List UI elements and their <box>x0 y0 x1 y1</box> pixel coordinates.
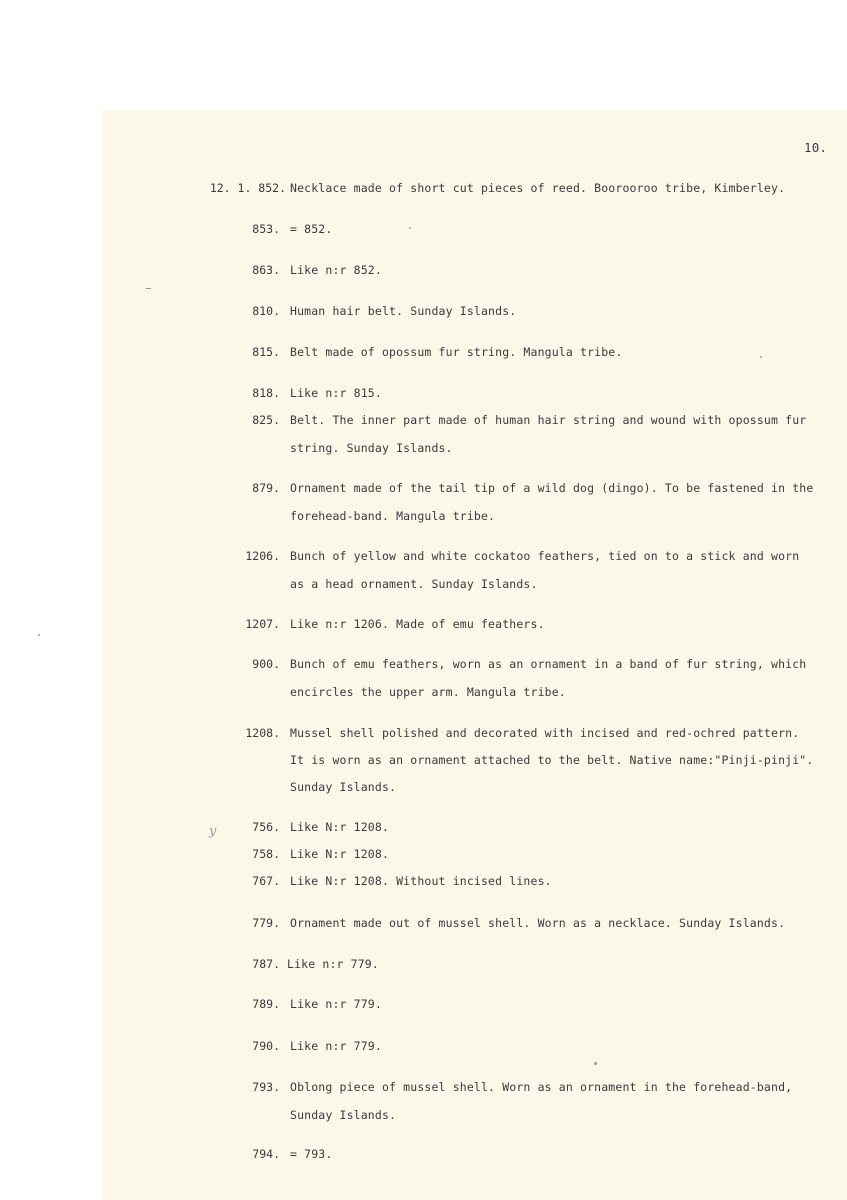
entry-number: 794. <box>252 1147 280 1161</box>
entry-number: 756. <box>252 820 280 834</box>
entry-text: Mussel shell polished and decorated with incised and red-ochred pattern. <box>290 726 800 740</box>
entry-text: Like N:r 1208. <box>290 820 390 834</box>
entry-text: = 852. <box>290 222 333 236</box>
entry-text: Sunday Islands. <box>290 780 397 794</box>
entry-text: Oblong piece of mussel shell. Worn as an ornament in the forehead-band, <box>290 1080 793 1094</box>
entry-number: 825. <box>252 413 280 427</box>
entry-number: 1208. <box>245 726 280 740</box>
entry-text: encircles the upper arm. Mangula tribe. <box>290 685 566 699</box>
entry-text: Belt made of opossum fur string. Mangula tribe. <box>290 345 623 359</box>
entry-number: 879. <box>252 481 280 495</box>
entry-number: 787. <box>252 957 280 971</box>
entry-text: = 793. <box>290 1147 333 1161</box>
paper-speck <box>594 1062 597 1065</box>
entry-text: Like n:r 779. <box>287 957 379 971</box>
entry-text: Like n:r 779. <box>290 997 382 1011</box>
entry-number: 818. <box>252 386 280 400</box>
entry-number: 793. <box>252 1080 280 1094</box>
entry-text: It is worn as an ornament attached to the belt. Native name:"Pinji-pinji". <box>290 753 814 767</box>
entry-number: 758. <box>252 847 280 861</box>
entry-text: Like n:r 852. <box>290 263 382 277</box>
entry-text: Necklace made of short cut pieces of reed. Boorooroo tribe, Kimberley. <box>290 181 786 195</box>
paper-speck <box>146 288 151 289</box>
entry-number: 1207. <box>245 617 280 631</box>
entry-number: 790. <box>252 1039 280 1053</box>
entry-text: Ornament made of the tail tip of a wild dog (dingo). To be fastened in the <box>290 481 814 495</box>
entry-number: 810. <box>252 304 280 318</box>
entry-number: 12. 1. 852. <box>209 181 286 195</box>
entry-text: forehead-band. Mangula tribe. <box>290 509 496 523</box>
entry-number: 853. <box>252 222 280 236</box>
entry-number: 1206. <box>245 549 280 563</box>
entry-text: Ornament made out of mussel shell. Worn as a necklace. Sunday Islands. <box>290 916 786 930</box>
entry-number: 767. <box>252 874 280 888</box>
entry-text: Bunch of yellow and white cockatoo feathers, tied on to a stick and worn <box>290 549 800 563</box>
entry-text: Like n:r 779. <box>290 1039 382 1053</box>
entry-text: Bunch of emu feathers, worn as an ornament in a band of fur string, which <box>290 657 807 671</box>
entry-text: Belt. The inner part made of human hair string and wound with opossum fur <box>290 413 807 427</box>
entry-text: Like n:r 815. <box>290 386 382 400</box>
entry-text: Like N:r 1208. <box>290 847 390 861</box>
paper-speck <box>760 356 762 358</box>
entry-text: Human hair belt. Sunday Islands. <box>290 304 517 318</box>
margin-pencil-mark: y <box>209 824 217 839</box>
entry-text: Like N:r 1208. Without incised lines. <box>290 874 552 888</box>
entry-text: as a head ornament. Sunday Islands. <box>290 577 538 591</box>
entry-number: 900. <box>252 657 280 671</box>
entry-number: 815. <box>252 345 280 359</box>
entry-number: 779. <box>252 916 280 930</box>
entry-text: string. Sunday Islands. <box>290 441 453 455</box>
entry-number: 863. <box>252 263 280 277</box>
entry-text: Sunday Islands. <box>290 1108 397 1122</box>
page-number: 10. <box>804 140 828 155</box>
entry-text: Like n:r 1206. Made of emu feathers. <box>290 617 545 631</box>
paper-speck <box>409 227 411 229</box>
typed-page <box>103 110 847 1200</box>
paper-speck <box>38 634 40 636</box>
entry-number: 789. <box>252 997 280 1011</box>
